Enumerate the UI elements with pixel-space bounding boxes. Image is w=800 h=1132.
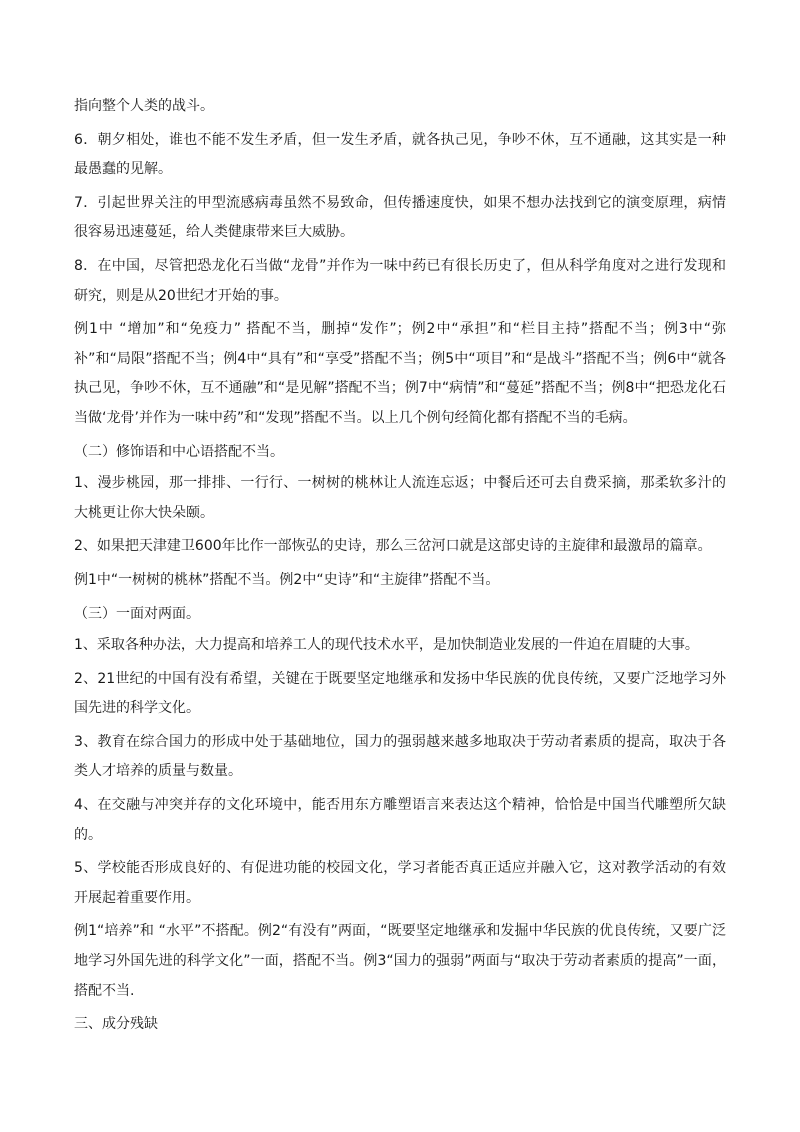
- example-8: 8．在中国，尽管把恐龙化石当做“龙骨”并作为一味中药已有很长历史了，但从科学角度对之进行发现和研究，则是从20世纪才开始的事。: [74, 257, 726, 304]
- explanation-examples-1-8: 例1中 “增加”和“免疫力” 搭配不当，删掉“发作”；例2中“承担”和“栏目主持”搭配不当；例3中“弥补”和“局限”搭配不当；例4中“具有”和“享受”搭配不当；例5中“项目”和“是战斗”搭配不当；例6中“就各执己见，争吵不休，互不通融”和“是见解”搭配不当；例7中“病情”和“蔓延”搭配不当；例8中“把恐龙化石当做‘龙骨’并作为一味中药”和“发现”搭配不当。以上几个例句经简化都有搭配不当的毛病。: [74, 321, 726, 426]
- sides-example-5: 5、学校能否形成良好的、有促进功能的校园文化，学习者能否真正适应并融入它，这对教学活动的有效开展起着重要作用。: [74, 860, 726, 906]
- example-6: 6．朝夕相处，谁也不能不发生矛盾，但一发生矛盾，就各执己见，争吵不休，互不通融，这其实是一种最愚蠢的见解。: [74, 131, 726, 178]
- document-body: [74, 92, 726, 1042]
- sides-example-1: 1、采取各种办法，大力提高和培养工人的现代技术水平，是加快制造业发展的一件迫在眉睫的大事。: [74, 637, 699, 654]
- section-heading-modifier-mismatch: （二）修饰语和中心语搭配不当。: [74, 443, 284, 460]
- section-heading-one-vs-two-sides: （三）一面对两面。: [74, 605, 200, 622]
- example-7: 7．引起世界关注的甲型流感病毒虽然不易致命，但传播速度快，如果不想办法找到它的演变原理，病情很容易迅速蔓延，给人类健康带来巨大威胁。: [74, 194, 726, 241]
- sides-example-3: 3、教育在综合国力的形成中处于基础地位，国力的强弱越来越多地取决于劳动者素质的提高，取决于各类人才培养的质量与数量。: [74, 733, 726, 780]
- paragraph-continuation: 指向整个人类的战斗。: [74, 98, 214, 114]
- section-heading-missing-components: 三、成分残缺: [74, 1016, 158, 1033]
- modifier-example-1: 1、漫步桃园，那一排排、一行行、一树树的桃林让人流连忘返；中餐后还可去自费采摘，那柔软多汁的大桃更让你大快朵颐。: [74, 475, 726, 521]
- modifier-explanation: 例1中“一树树的桃林”搭配不当。例2中“史诗”和“主旋律”搭配不当。: [74, 571, 500, 588]
- modifier-example-2: 2、如果把天津建卫600年比作一部恢弘的史诗，那么三岔河口就是这部史诗的主旋律和最激昂的篇章。: [74, 538, 712, 555]
- sides-example-4: 4、在交融与冲突并存的文化环境中，能否用东方雕塑语言来表达这个精神，恰恰是中国当代雕塑所欠缺的。: [74, 797, 726, 843]
- sides-example-2: 2、21世纪的中国有没有希望，关键在于既要坚定地继承和发扬中华民族的优良传统，又要广泛地学习外国先进的科学文化。: [74, 670, 726, 717]
- sides-explanation: 例1“培养”和 “水平”不搭配。例2“有没有”两面，“既要坚定地继承和发掘中华民族的优良传统，又要广泛地学习外国先进的科学文化”一面，搭配不当。例3“国力的强弱”两面与“取决于劳动者素质的提高”一面，搭配不当.: [74, 923, 726, 999]
